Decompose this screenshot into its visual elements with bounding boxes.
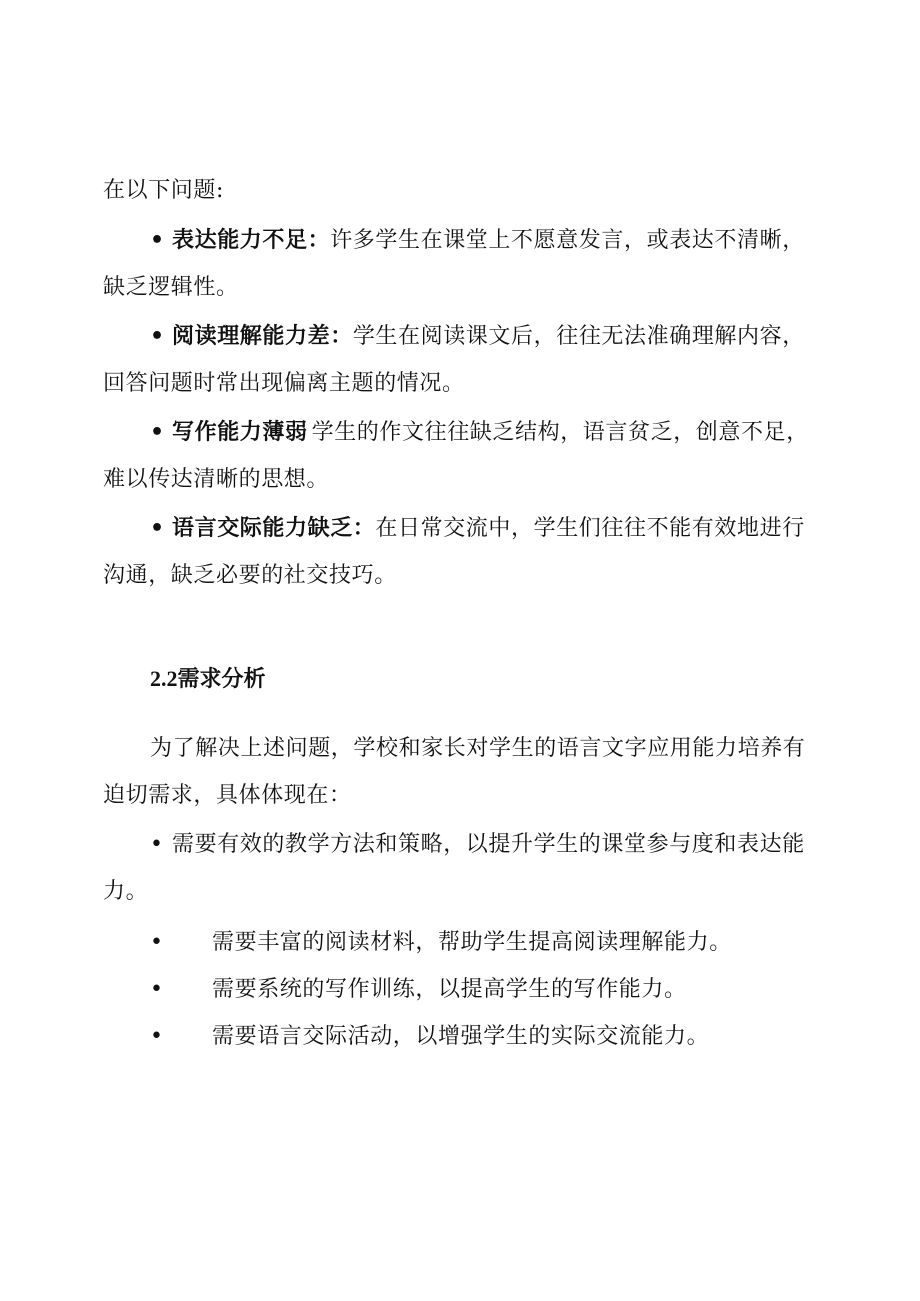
bullet-icon: •	[150, 930, 163, 955]
problem-item	[150, 418, 809, 448]
problem-text-cont: 难以传达清晰的思想。	[103, 467, 330, 492]
problem-item	[150, 514, 805, 544]
need-text: 需要系统的写作训练，以提高学生的写作能力。	[212, 977, 687, 1002]
bullet-icon: •	[150, 832, 164, 857]
problem-title: 语言交际能力缺乏：	[172, 516, 376, 541]
problem-text-cont: 回答问题时常出现偏离主题的情况。	[103, 371, 465, 396]
needs-intro-line: 迫切需求，具体体现在：	[103, 783, 352, 808]
problem-text-cont: 缺乏逻辑性。	[103, 275, 239, 300]
bullet-icon: •	[150, 1024, 163, 1049]
problem-text: 学生的作文往往缺乏结构，语言贫乏，创意不足，	[311, 420, 809, 445]
need-item	[150, 830, 805, 860]
problem-text: 在日常交流中，学生们往往不能有效地进行	[375, 516, 805, 541]
problem-item	[150, 226, 805, 256]
section-heading: 2.2需求分析	[150, 666, 266, 691]
bullet-icon: •	[150, 977, 163, 1002]
intro-text: 在以下问题:	[103, 178, 225, 203]
need-text: 需要有效的教学方法和策略，以提升学生的课堂参与度和表达能	[172, 832, 805, 857]
need-text-cont: 力。	[103, 879, 149, 904]
need-text: 需要语言交际活动，以增强学生的实际交流能力。	[212, 1024, 710, 1049]
bullet-icon: •	[150, 228, 165, 253]
bullet-icon: •	[150, 516, 165, 541]
bullet-icon: •	[150, 420, 165, 445]
problem-title: 写作能力薄弱	[172, 420, 308, 445]
needs-intro-line: 为了解决上述问题，学校和家长对学生的语言文字应用能力培养有	[150, 736, 806, 761]
problem-text-cont: 沟通，缺乏必要的社交技巧。	[103, 563, 397, 588]
bullet-icon: •	[150, 324, 165, 349]
problem-text: 学生在阅读课文后，往往无法准确理解内容，	[352, 324, 805, 349]
problem-title: 表达能力不足：	[172, 228, 331, 253]
need-text: 需要丰富的阅读材料，帮助学生提高阅读理解能力。	[212, 930, 732, 955]
problem-title: 阅读理解能力差：	[172, 324, 353, 349]
problem-text: 许多学生在课堂上不愿意发言，或表达不清晰，	[330, 228, 805, 253]
problem-item	[150, 322, 805, 352]
